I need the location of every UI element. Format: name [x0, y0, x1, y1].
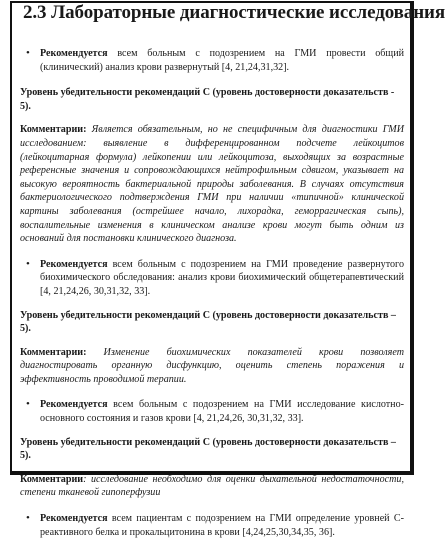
- recommendation-text: всем больным с подозрением на ГМИ исследование кислотно-основного состояния и газов крови [4, 21,24,26, 30,31,32, 33].: [40, 399, 404, 425]
- section-title: 2.3 Лабораторные диагностические исследования: [23, 2, 445, 23]
- comment: [20, 473, 404, 500]
- bullet-icon: •: [26, 512, 30, 525]
- bullet-icon: •: [26, 398, 30, 411]
- recommendation-item: [20, 398, 404, 425]
- comment: [20, 346, 404, 387]
- document-frame: [10, 1, 445, 538]
- recommendation-label: Рекомендуется: [40, 48, 108, 59]
- comment-label: Комментарии: [20, 473, 84, 485]
- recommendation-text: всем пациентам с подозрением на ГМИ определение уровней С-реактивного белка и прокальцитонина в крови [4,24,25,30,34,35, 36].: [40, 513, 404, 538]
- bullet-icon: •: [26, 257, 30, 270]
- recommendation-item: [20, 258, 404, 299]
- comment-label: Комментарии:: [20, 346, 87, 358]
- recommendation-text: всем больным с подозрением на ГМИ провести общий (клинический) анализ крови развернутый [4, 21,24,31,32].: [40, 48, 404, 73]
- bullet-icon: •: [26, 47, 30, 59]
- evidence-level: Уровень убедительности рекомендаций C (уровень достоверности доказательств - 5).: [20, 87, 395, 112]
- comment-text: Является обязательным, но не специфичным для диагностики ГМИ исследованием: выявление в дифференцированном подсчете лейкоцитов (лейкоцитарная формула) лейкопении или лейкоцитоза, выходящих за возрастные референсные значения и сопровождающихся нейтрофильным сдвигом, указывает на высокую вероятность бактериальной природы заболевания. В случаях отсутствия бактериологического подтверждения ГМИ при наличии «типичной» клинической картины заболевания (острейшее начало, лихорадка, геморрагическая сыпь), воспалительные изменения в клиническом анализе крови могут быть одним из оснований для постановки клинического диагноза.: [20, 124, 404, 245]
- comment: [20, 123, 404, 245]
- comment-text: : исследование необходимо для оценки дыхательной недостаточности, степени тканевой гипоперфузии: [20, 473, 404, 499]
- recommendation-text: всем больным с подозрением на ГМИ проведение развернутого биохимического обследования: анализ крови биохимический общетерапевтический [4, 21,24,26, 30,31,32, 33].: [40, 258, 404, 297]
- recommendation-item: [20, 512, 404, 539]
- evidence-level: Уровень убедительности рекомендаций C (уровень достоверности доказательств – 5).: [20, 436, 396, 462]
- recommendation-label: Рекомендуется: [40, 513, 108, 525]
- document-body: [20, 47, 404, 539]
- recommendation-label: Рекомендуется: [40, 258, 108, 270]
- evidence-level: Уровень убедительности рекомендаций C (уровень достоверности доказательств – 5).: [20, 309, 396, 335]
- recommendation-item: [20, 47, 404, 74]
- comment-text: Изменение биохимических показателей крови позволяет диагностировать органную дисфункцию, оценить степень поражения и эффективность проводимой терапии.: [20, 346, 404, 385]
- recommendation-label: Рекомендуется: [40, 399, 108, 411]
- comment-label: Комментарии:: [20, 124, 87, 136]
